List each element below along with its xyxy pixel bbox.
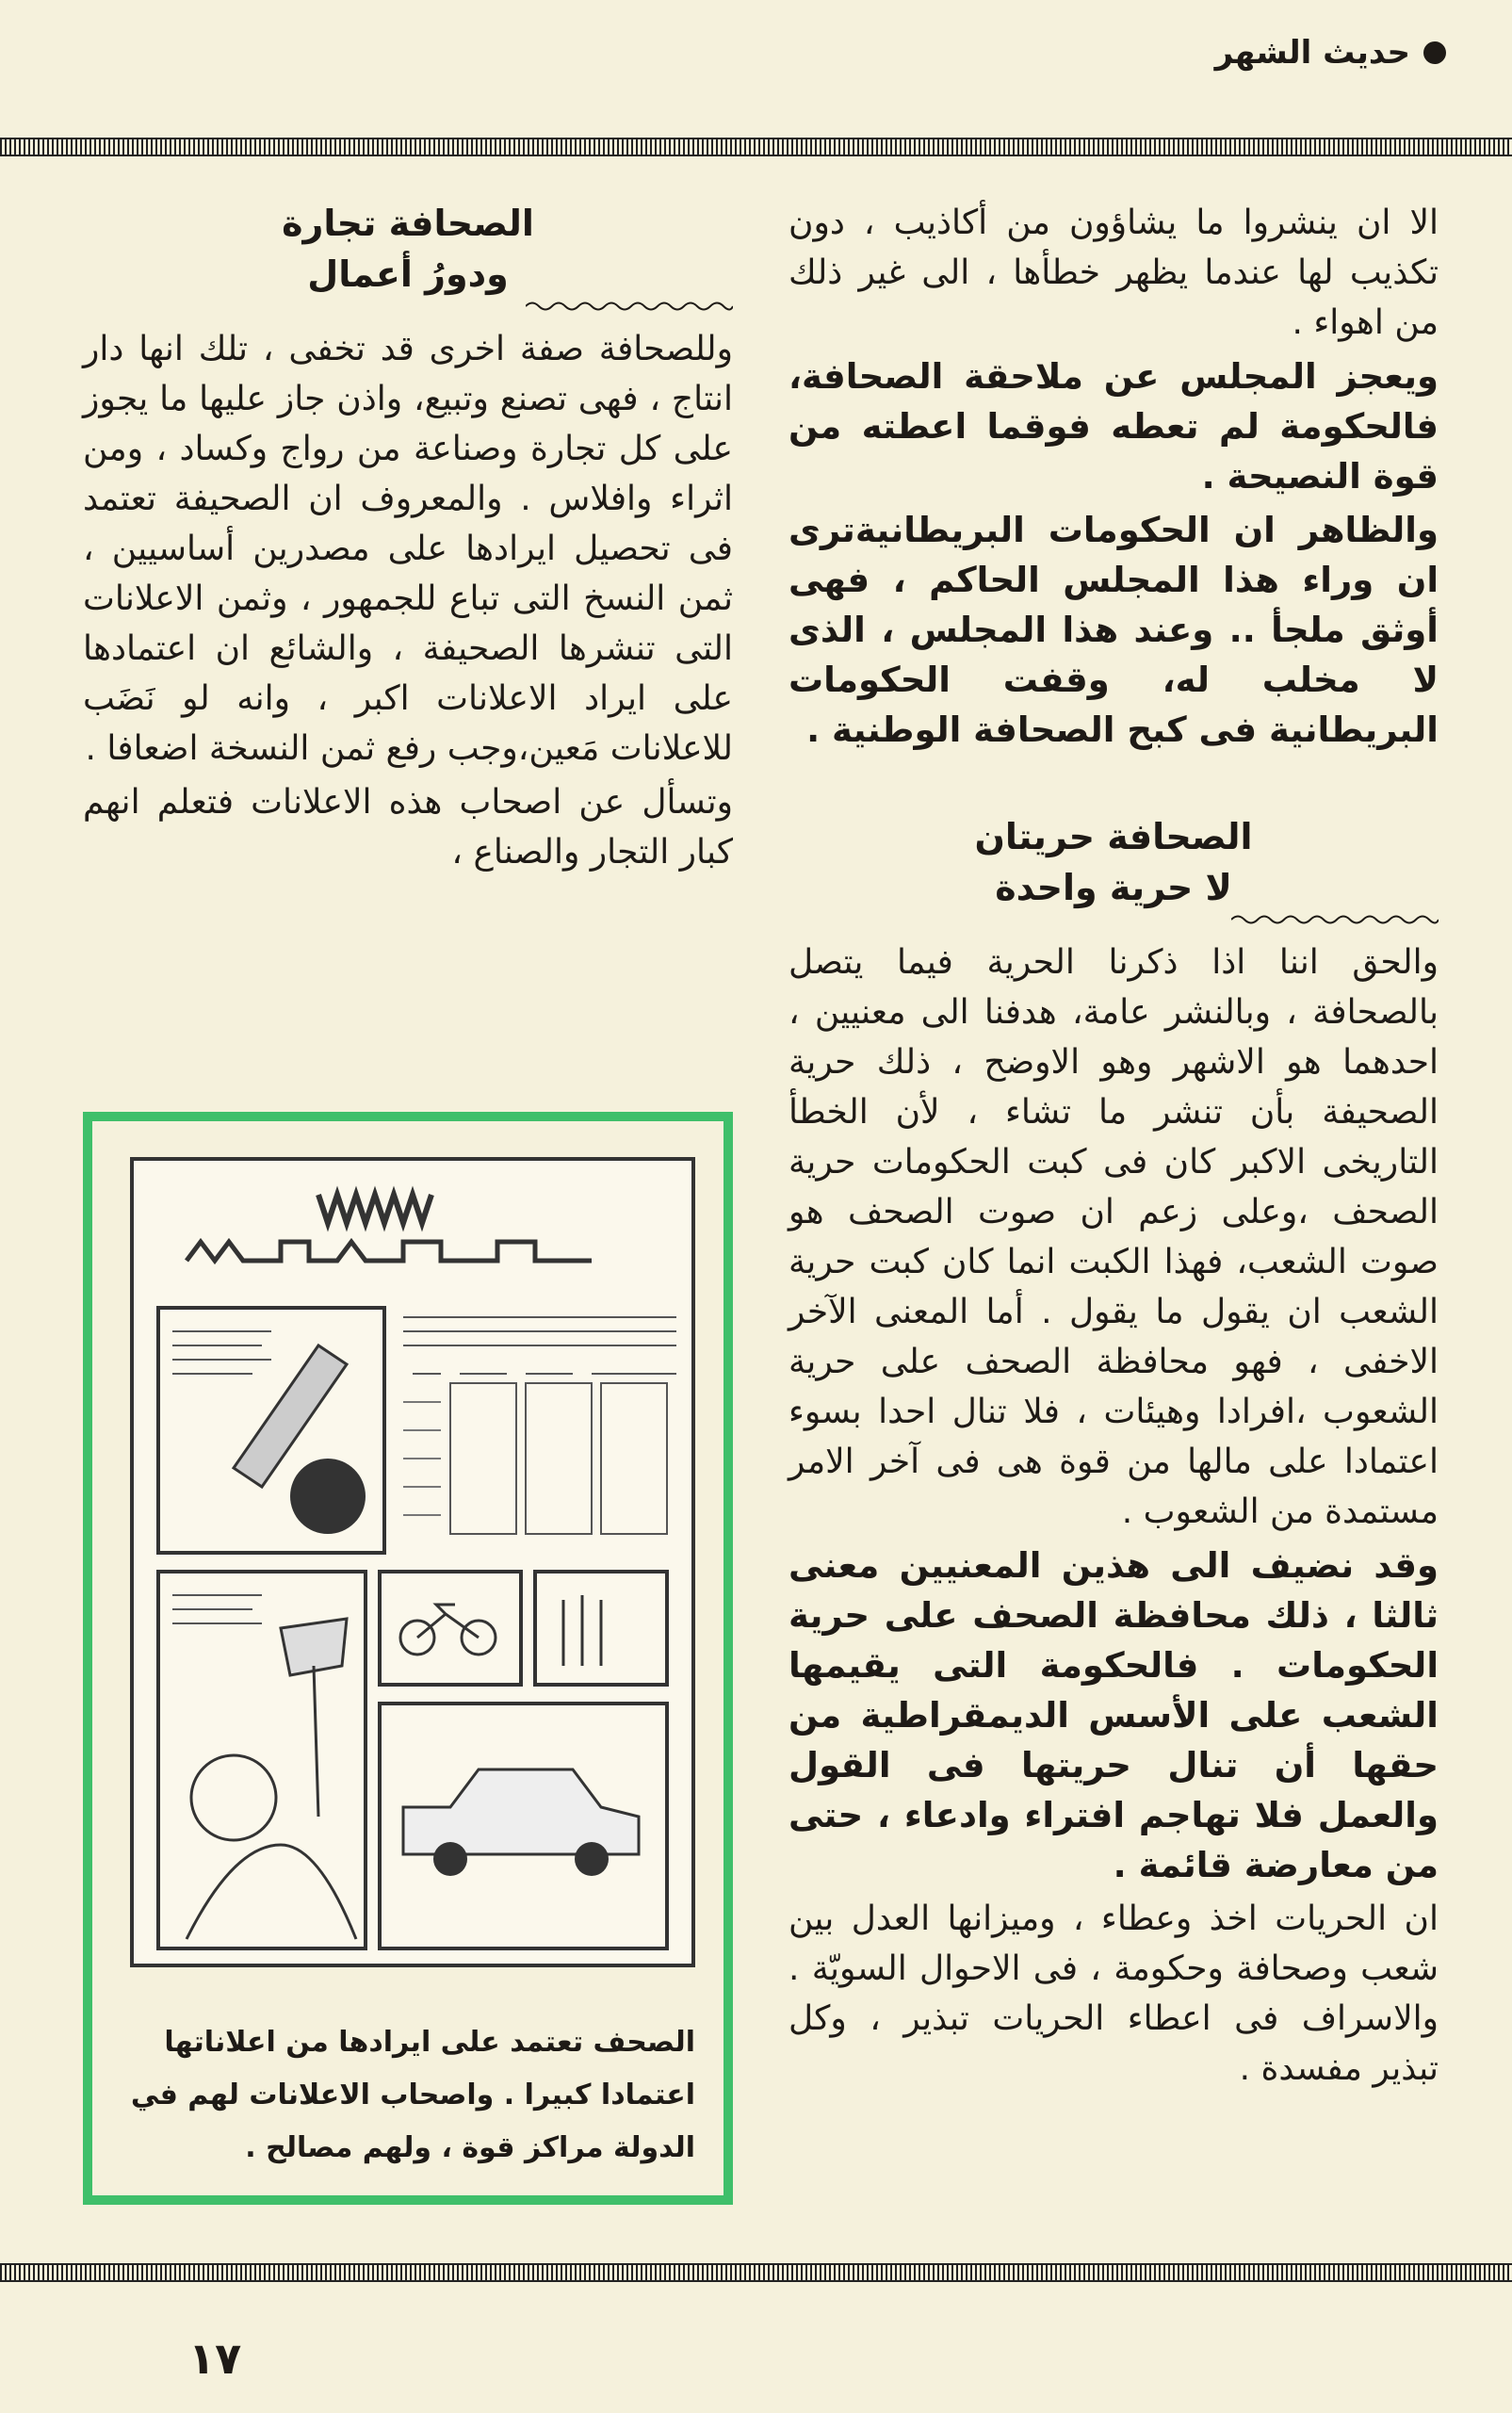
- right-heading-line1: الصحافة حريتان: [974, 816, 1253, 857]
- section-title: حديث الشهر: [1214, 34, 1410, 72]
- top-decorative-rule: [0, 138, 1512, 156]
- right-heading-line2: لا حرية واحدة: [995, 867, 1232, 908]
- advertisement-figure: [83, 1112, 733, 2205]
- right-column: [789, 198, 1439, 2097]
- left-paragraph-2: وتسأل عن اصحاب هذه الاعلانات فتعلم انهم كبار التجار والصناع ،: [83, 783, 733, 872]
- page-header: [1215, 34, 1446, 72]
- right-bold-paragraph-2: والظاهر ان الحكومات البريطانيةترى ان وراء هذا المجلس الحاكم ، فهى أوثق ملجأ .. وعند هذا المجلس ، الذى لا مخلب له، وقفت الحكومات البريطانية فى كبح الصحافة الوطنية .: [789, 510, 1439, 750]
- right-bold-paragraph-3: وقد نضيف الى هذين المعنيين معنى ثالثا ، ذلك محافظة الصحف على حرية الحكومات . فالحكومة التى يقيمها الشعب على الأسس الديمقراطية من حقها أن تنال حريتها فى القول والعمل فلا تهاجم افتراء وادعاء ، حتى من معارضة قائمة .: [789, 1545, 1439, 1885]
- bullet-icon: [1423, 41, 1446, 64]
- right-bold-paragraph-1: ويعجز المجلس عن ملاحقة الصحافة، فالحكومة لم تعطه فوقما اعطته من قوة النصيحة .: [789, 356, 1439, 497]
- page-number: ١٧: [188, 2333, 242, 2384]
- heading-underline-icon: [526, 300, 733, 313]
- bottom-decorative-rule: [0, 2263, 1512, 2282]
- left-heading-line1: الصحافة تجارة: [282, 203, 534, 244]
- figure-caption: الصحف تعتمد على ايرادها من اعلاناتها اعتمادا كبيرا . واصحاب الاعلانات لهم في الدولة مراكز قوة ، ولهم مصالح .: [130, 2026, 695, 2164]
- right-paragraph-1: والحق اننا اذا ذكرنا الحرية فيما يتصل بالصحافة ، وبالنشر عامة، هدفنا الى معنيين ، احدهما هو الاشهر وهو الاوضح ، ذلك حرية الصحيفة بأن تنشر ما تشاء ، لأن الخطأ التاريخى الاكبر كان فى كبت الحكومات حرية الصحف ،وعلى زعم ان صوت الصحف هو صوت الشعب، فهذا الكبت انما كان كبت حرية الشعب ان يقول ما يقول . أما المعنى الآخر الاخفى ، فهو محافظة الصحف على حرية الشعوب ،افرادا وهيئات ، فلا تنال احدا بسوء اعتمادا على مالها من قوة هى فى آخر الامر مستمدة من الشعوب .: [789, 943, 1439, 1531]
- right-paragraph-2: ان الحريات اخذ وعطاء ، وميزانها العدل بين شعب وصحافة وحكومة ، فى الاحوال السويّة . والاسراف فى اعطاء الحريات تبذير ، وكل تبذير مفسدة .: [789, 1899, 1439, 2088]
- left-paragraph-1: وللصحافة صفة اخرى قد تخفى ، تلك انها دار انتاج ، فهى تصنع وتبيع، واذن جاز عليها ما يجوز على كل تجارة وصناعة من رواج وكساد ، ومن اثراء وافلاس . والمعروف ان الصحيفة تعتمد فى تحصيل ايرادها على مصدرين أساسيين ، ثمن النسخ التى تباع للجمهور ، وثمن الاعلانات التى تنشرها الصحيفة ، والشائع ان اعتمادها على ايراد الاعلانات اكبر ، وانه لو نَضَب للاعلانات مَعين،وجب رفع ثمن النسخة اضعافا .: [83, 330, 733, 768]
- left-heading-line2: ودورُ أعمال: [307, 253, 509, 295]
- left-column: [83, 198, 733, 881]
- right-intro-paragraph: الا ان ينشروا ما يشاؤون من أكاذيب ، دون تكذيب لها عندما يظهر خطأها ، الى غير ذلك من اهواء .: [789, 204, 1439, 342]
- heading-underline-icon: [1231, 913, 1439, 926]
- newspaper-sketch-icon: [130, 1157, 695, 1967]
